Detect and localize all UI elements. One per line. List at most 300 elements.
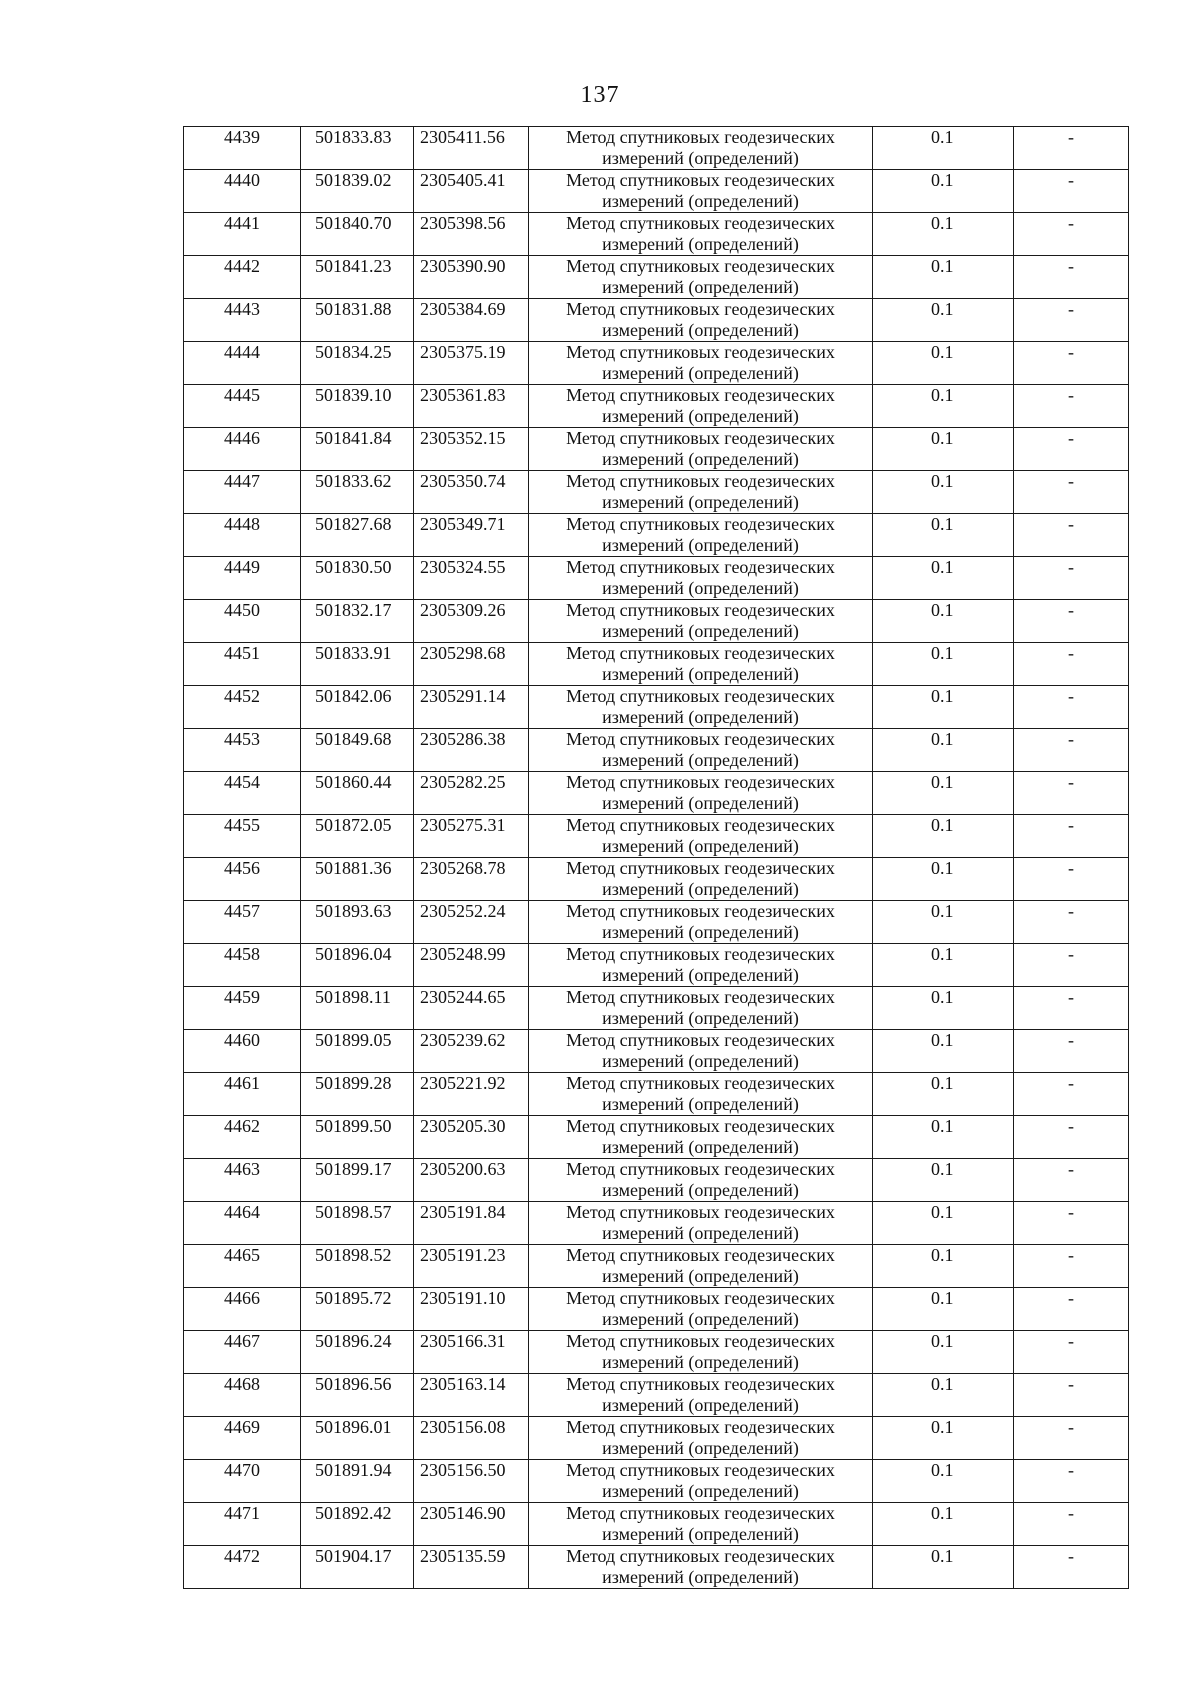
table-row	[184, 815, 1129, 858]
note-cell: -	[1014, 600, 1129, 643]
method-text-line-1: Метод спутниковых геодезических	[566, 1374, 835, 1394]
table-row	[184, 428, 1129, 471]
x-coordinate-cell: 501833.91	[301, 643, 414, 686]
method-cell	[529, 729, 873, 772]
method-text-line-2: измерений (определений)	[602, 707, 799, 727]
method-text-line-2: измерений (определений)	[602, 277, 799, 297]
y-coordinate-cell: 2305352.15	[414, 428, 529, 471]
note-cell: -	[1014, 1245, 1129, 1288]
table-row	[184, 858, 1129, 901]
method-text-line-2: измерений (определений)	[602, 793, 799, 813]
accuracy-cell: 0.1	[873, 256, 1014, 299]
y-coordinate-cell: 2305405.41	[414, 170, 529, 213]
method-text-line-1: Метод спутниковых геодезических	[566, 385, 835, 405]
point-number-cell: 4462	[184, 1116, 301, 1159]
table-row	[184, 772, 1129, 815]
accuracy-cell: 0.1	[873, 600, 1014, 643]
method-text-line-2: измерений (определений)	[602, 1438, 799, 1458]
note-cell: -	[1014, 1460, 1129, 1503]
method-text-line-1: Метод спутниковых геодезических	[566, 1460, 835, 1480]
accuracy-cell: 0.1	[873, 342, 1014, 385]
x-coordinate-cell: 501872.05	[301, 815, 414, 858]
note-cell: -	[1014, 1288, 1129, 1331]
y-coordinate-cell: 2305411.56	[414, 127, 529, 170]
y-coordinate-cell: 2305375.19	[414, 342, 529, 385]
point-number-cell: 4450	[184, 600, 301, 643]
x-coordinate-cell: 501898.11	[301, 987, 414, 1030]
x-coordinate-cell: 501896.04	[301, 944, 414, 987]
y-coordinate-cell: 2305200.63	[414, 1159, 529, 1202]
y-coordinate-cell: 2305248.99	[414, 944, 529, 987]
x-coordinate-cell: 501898.57	[301, 1202, 414, 1245]
point-number-cell: 4466	[184, 1288, 301, 1331]
accuracy-cell: 0.1	[873, 299, 1014, 342]
method-text-line-2: измерений (определений)	[602, 320, 799, 340]
note-cell: -	[1014, 987, 1129, 1030]
accuracy-cell: 0.1	[873, 729, 1014, 772]
table-row	[184, 1030, 1129, 1073]
table-row	[184, 1503, 1129, 1546]
method-cell	[529, 170, 873, 213]
y-coordinate-cell: 2305156.08	[414, 1417, 529, 1460]
point-number-cell: 4470	[184, 1460, 301, 1503]
table-row	[184, 127, 1129, 170]
accuracy-cell: 0.1	[873, 428, 1014, 471]
x-coordinate-cell: 501839.10	[301, 385, 414, 428]
method-text-line-1: Метод спутниковых геодезических	[566, 729, 835, 749]
accuracy-cell: 0.1	[873, 1245, 1014, 1288]
point-number-cell: 4459	[184, 987, 301, 1030]
y-coordinate-cell: 2305205.30	[414, 1116, 529, 1159]
table-row	[184, 1417, 1129, 1460]
method-cell	[529, 1159, 873, 1202]
x-coordinate-cell: 501827.68	[301, 514, 414, 557]
method-text-line-2: измерений (определений)	[602, 1137, 799, 1157]
accuracy-cell: 0.1	[873, 815, 1014, 858]
method-cell	[529, 256, 873, 299]
coordinates-table-body	[184, 127, 1129, 1589]
x-coordinate-cell: 501891.94	[301, 1460, 414, 1503]
method-text-line-1: Метод спутниковых геодезических	[566, 1030, 835, 1050]
y-coordinate-cell: 2305239.62	[414, 1030, 529, 1073]
note-cell: -	[1014, 385, 1129, 428]
note-cell: -	[1014, 299, 1129, 342]
y-coordinate-cell: 2305324.55	[414, 557, 529, 600]
method-text-line-1: Метод спутниковых геодезических	[566, 600, 835, 620]
method-text-line-1: Метод спутниковых геодезических	[566, 1245, 835, 1265]
x-coordinate-cell: 501860.44	[301, 772, 414, 815]
y-coordinate-cell: 2305166.31	[414, 1331, 529, 1374]
method-cell	[529, 901, 873, 944]
method-cell	[529, 858, 873, 901]
x-coordinate-cell: 501898.52	[301, 1245, 414, 1288]
note-cell: -	[1014, 643, 1129, 686]
method-text-line-2: измерений (определений)	[602, 1481, 799, 1501]
method-text-line-1: Метод спутниковых геодезических	[566, 1159, 835, 1179]
method-cell	[529, 1073, 873, 1116]
method-text-line-2: измерений (определений)	[602, 1352, 799, 1372]
point-number-cell: 4447	[184, 471, 301, 514]
method-text-line-1: Метод спутниковых геодезических	[566, 643, 835, 663]
method-text-line-1: Метод спутниковых геодезических	[566, 901, 835, 921]
method-text-line-2: измерений (определений)	[602, 879, 799, 899]
method-text-line-2: измерений (определений)	[602, 1008, 799, 1028]
method-cell	[529, 643, 873, 686]
point-number-cell: 4455	[184, 815, 301, 858]
method-cell	[529, 385, 873, 428]
note-cell: -	[1014, 471, 1129, 514]
note-cell: -	[1014, 428, 1129, 471]
table-row	[184, 1460, 1129, 1503]
method-text-line-2: измерений (определений)	[602, 664, 799, 684]
x-coordinate-cell: 501830.50	[301, 557, 414, 600]
table-row	[184, 1546, 1129, 1589]
method-cell	[529, 815, 873, 858]
x-coordinate-cell: 501899.50	[301, 1116, 414, 1159]
note-cell: -	[1014, 901, 1129, 944]
accuracy-cell: 0.1	[873, 471, 1014, 514]
x-coordinate-cell: 501842.06	[301, 686, 414, 729]
x-coordinate-cell: 501833.83	[301, 127, 414, 170]
method-text-line-1: Метод спутниковых геодезических	[566, 1503, 835, 1523]
method-cell	[529, 428, 873, 471]
method-text-line-2: измерений (определений)	[602, 1180, 799, 1200]
accuracy-cell: 0.1	[873, 557, 1014, 600]
point-number-cell: 4465	[184, 1245, 301, 1288]
point-number-cell: 4464	[184, 1202, 301, 1245]
method-text-line-2: измерений (определений)	[602, 922, 799, 942]
x-coordinate-cell: 501892.42	[301, 1503, 414, 1546]
y-coordinate-cell: 2305156.50	[414, 1460, 529, 1503]
point-number-cell: 4446	[184, 428, 301, 471]
method-cell	[529, 557, 873, 600]
table-row	[184, 213, 1129, 256]
x-coordinate-cell: 501841.23	[301, 256, 414, 299]
x-coordinate-cell: 501896.01	[301, 1417, 414, 1460]
table-row	[184, 1202, 1129, 1245]
accuracy-cell: 0.1	[873, 213, 1014, 256]
point-number-cell: 4439	[184, 127, 301, 170]
note-cell: -	[1014, 729, 1129, 772]
method-text-line-2: измерений (определений)	[602, 1395, 799, 1415]
y-coordinate-cell: 2305268.78	[414, 858, 529, 901]
method-text-line-2: измерений (определений)	[602, 1051, 799, 1071]
x-coordinate-cell: 501904.17	[301, 1546, 414, 1589]
point-number-cell: 4449	[184, 557, 301, 600]
note-cell: -	[1014, 557, 1129, 600]
page-number: 137	[580, 82, 620, 108]
point-number-cell: 4458	[184, 944, 301, 987]
table-row	[184, 944, 1129, 987]
method-text-line-2: измерений (определений)	[602, 621, 799, 641]
table-row	[184, 342, 1129, 385]
table-row	[184, 686, 1129, 729]
note-cell: -	[1014, 858, 1129, 901]
method-cell	[529, 1503, 873, 1546]
method-text-line-2: измерений (определений)	[602, 363, 799, 383]
method-cell	[529, 1331, 873, 1374]
method-text-line-2: измерений (определений)	[602, 1094, 799, 1114]
accuracy-cell: 0.1	[873, 944, 1014, 987]
method-text-line-1: Метод спутниковых геодезических	[566, 1546, 835, 1566]
y-coordinate-cell: 2305275.31	[414, 815, 529, 858]
note-cell: -	[1014, 944, 1129, 987]
point-number-cell: 4457	[184, 901, 301, 944]
x-coordinate-cell: 501840.70	[301, 213, 414, 256]
method-cell	[529, 1116, 873, 1159]
table-row	[184, 385, 1129, 428]
method-text-line-1: Метод спутниковых геодезических	[566, 342, 835, 362]
method-text-line-2: измерений (определений)	[602, 449, 799, 469]
method-text-line-1: Метод спутниковых геодезических	[566, 170, 835, 190]
accuracy-cell: 0.1	[873, 1030, 1014, 1073]
table-row	[184, 901, 1129, 944]
note-cell: -	[1014, 1374, 1129, 1417]
table-row	[184, 1245, 1129, 1288]
method-text-line-1: Метод спутниковых геодезических	[566, 1073, 835, 1093]
coordinates-table	[183, 126, 1129, 1589]
method-text-line-1: Метод спутниковых геодезических	[566, 1417, 835, 1437]
method-text-line-2: измерений (определений)	[602, 836, 799, 856]
y-coordinate-cell: 2305191.10	[414, 1288, 529, 1331]
point-number-cell: 4448	[184, 514, 301, 557]
method-cell	[529, 772, 873, 815]
method-text-line-1: Метод спутниковых геодезических	[566, 256, 835, 276]
accuracy-cell: 0.1	[873, 1417, 1014, 1460]
accuracy-cell: 0.1	[873, 1073, 1014, 1116]
accuracy-cell: 0.1	[873, 1288, 1014, 1331]
method-cell	[529, 213, 873, 256]
method-text-line-1: Метод спутниковых геодезических	[566, 127, 835, 147]
x-coordinate-cell: 501895.72	[301, 1288, 414, 1331]
point-number-cell: 4442	[184, 256, 301, 299]
table-row	[184, 1073, 1129, 1116]
accuracy-cell: 0.1	[873, 170, 1014, 213]
table-row	[184, 514, 1129, 557]
method-text-line-2: измерений (определений)	[602, 1223, 799, 1243]
method-text-line-2: измерений (определений)	[602, 578, 799, 598]
accuracy-cell: 0.1	[873, 772, 1014, 815]
y-coordinate-cell: 2305282.25	[414, 772, 529, 815]
note-cell: -	[1014, 514, 1129, 557]
table-row	[184, 1288, 1129, 1331]
x-coordinate-cell: 501849.68	[301, 729, 414, 772]
method-cell	[529, 944, 873, 987]
method-text-line-2: измерений (определений)	[602, 191, 799, 211]
x-coordinate-cell: 501832.17	[301, 600, 414, 643]
note-cell: -	[1014, 1116, 1129, 1159]
point-number-cell: 4468	[184, 1374, 301, 1417]
method-cell	[529, 1202, 873, 1245]
x-coordinate-cell: 501896.56	[301, 1374, 414, 1417]
note-cell: -	[1014, 1073, 1129, 1116]
table-row	[184, 729, 1129, 772]
method-cell	[529, 342, 873, 385]
method-text-line-2: измерений (определений)	[602, 492, 799, 512]
y-coordinate-cell: 2305349.71	[414, 514, 529, 557]
x-coordinate-cell: 501834.25	[301, 342, 414, 385]
method-text-line-2: измерений (определений)	[602, 148, 799, 168]
method-text-line-2: измерений (определений)	[602, 535, 799, 555]
point-number-cell: 4454	[184, 772, 301, 815]
accuracy-cell: 0.1	[873, 1331, 1014, 1374]
y-coordinate-cell: 2305244.65	[414, 987, 529, 1030]
method-cell	[529, 686, 873, 729]
method-text-line-1: Метод спутниковых геодезических	[566, 944, 835, 964]
method-text-line-2: измерений (определений)	[602, 1266, 799, 1286]
method-text-line-1: Метод спутниковых геодезических	[566, 772, 835, 792]
point-number-cell: 4443	[184, 299, 301, 342]
accuracy-cell: 0.1	[873, 858, 1014, 901]
table-row	[184, 1331, 1129, 1374]
method-text-line-1: Метод спутниковых геодезических	[566, 815, 835, 835]
y-coordinate-cell: 2305146.90	[414, 1503, 529, 1546]
note-cell: -	[1014, 1159, 1129, 1202]
point-number-cell: 4460	[184, 1030, 301, 1073]
x-coordinate-cell: 501881.36	[301, 858, 414, 901]
accuracy-cell: 0.1	[873, 1202, 1014, 1245]
accuracy-cell: 0.1	[873, 686, 1014, 729]
y-coordinate-cell: 2305390.90	[414, 256, 529, 299]
method-text-line-1: Метод спутниковых геодезических	[566, 686, 835, 706]
accuracy-cell: 0.1	[873, 385, 1014, 428]
note-cell: -	[1014, 127, 1129, 170]
table-row	[184, 1159, 1129, 1202]
method-text-line-2: измерений (определений)	[602, 234, 799, 254]
point-number-cell: 4469	[184, 1417, 301, 1460]
method-text-line-1: Метод спутниковых геодезических	[566, 1331, 835, 1351]
table-row	[184, 1374, 1129, 1417]
table-row	[184, 987, 1129, 1030]
point-number-cell: 4453	[184, 729, 301, 772]
method-text-line-1: Метод спутниковых геодезических	[566, 213, 835, 233]
method-cell	[529, 1460, 873, 1503]
y-coordinate-cell: 2305191.23	[414, 1245, 529, 1288]
note-cell: -	[1014, 686, 1129, 729]
x-coordinate-cell: 501839.02	[301, 170, 414, 213]
point-number-cell: 4472	[184, 1546, 301, 1589]
table-row	[184, 643, 1129, 686]
y-coordinate-cell: 2305135.59	[414, 1546, 529, 1589]
method-text-line-1: Метод спутниковых геодезических	[566, 428, 835, 448]
note-cell: -	[1014, 1546, 1129, 1589]
note-cell: -	[1014, 256, 1129, 299]
method-cell	[529, 1245, 873, 1288]
accuracy-cell: 0.1	[873, 127, 1014, 170]
accuracy-cell: 0.1	[873, 1159, 1014, 1202]
method-text-line-1: Метод спутниковых геодезических	[566, 557, 835, 577]
table-row	[184, 299, 1129, 342]
method-text-line-1: Метод спутниковых геодезических	[566, 1202, 835, 1222]
method-text-line-1: Метод спутниковых геодезических	[566, 858, 835, 878]
method-text-line-2: измерений (определений)	[602, 406, 799, 426]
accuracy-cell: 0.1	[873, 901, 1014, 944]
note-cell: -	[1014, 342, 1129, 385]
method-cell	[529, 471, 873, 514]
y-coordinate-cell: 2305286.38	[414, 729, 529, 772]
note-cell: -	[1014, 815, 1129, 858]
y-coordinate-cell: 2305191.84	[414, 1202, 529, 1245]
point-number-cell: 4467	[184, 1331, 301, 1374]
y-coordinate-cell: 2305361.83	[414, 385, 529, 428]
note-cell: -	[1014, 1417, 1129, 1460]
method-text-line-2: измерений (определений)	[602, 750, 799, 770]
method-cell	[529, 600, 873, 643]
point-number-cell: 4441	[184, 213, 301, 256]
x-coordinate-cell: 501833.62	[301, 471, 414, 514]
method-cell	[529, 1546, 873, 1589]
y-coordinate-cell: 2305298.68	[414, 643, 529, 686]
method-text-line-2: измерений (определений)	[602, 965, 799, 985]
y-coordinate-cell: 2305252.24	[414, 901, 529, 944]
method-cell	[529, 1417, 873, 1460]
note-cell: -	[1014, 1030, 1129, 1073]
method-cell	[529, 1288, 873, 1331]
method-text-line-2: измерений (определений)	[602, 1524, 799, 1544]
method-text-line-1: Метод спутниковых геодезических	[566, 299, 835, 319]
accuracy-cell: 0.1	[873, 1116, 1014, 1159]
x-coordinate-cell: 501899.05	[301, 1030, 414, 1073]
x-coordinate-cell: 501896.24	[301, 1331, 414, 1374]
method-text-line-1: Метод спутниковых геодезических	[566, 987, 835, 1007]
method-text-line-1: Метод спутниковых геодезических	[566, 471, 835, 491]
x-coordinate-cell: 501893.63	[301, 901, 414, 944]
accuracy-cell: 0.1	[873, 514, 1014, 557]
method-text-line-1: Метод спутниковых геодезических	[566, 1288, 835, 1308]
note-cell: -	[1014, 1202, 1129, 1245]
accuracy-cell: 0.1	[873, 1546, 1014, 1589]
method-text-line-2: измерений (определений)	[602, 1309, 799, 1329]
point-number-cell: 4463	[184, 1159, 301, 1202]
method-cell	[529, 1374, 873, 1417]
point-number-cell: 4456	[184, 858, 301, 901]
point-number-cell: 4444	[184, 342, 301, 385]
point-number-cell: 4451	[184, 643, 301, 686]
method-text-line-2: измерений (определений)	[602, 1567, 799, 1587]
point-number-cell: 4445	[184, 385, 301, 428]
point-number-cell: 4440	[184, 170, 301, 213]
point-number-cell: 4471	[184, 1503, 301, 1546]
method-cell	[529, 127, 873, 170]
y-coordinate-cell: 2305309.26	[414, 600, 529, 643]
table-row	[184, 256, 1129, 299]
accuracy-cell: 0.1	[873, 1503, 1014, 1546]
method-text-line-1: Метод спутниковых геодезических	[566, 1116, 835, 1136]
y-coordinate-cell: 2305291.14	[414, 686, 529, 729]
table-row	[184, 557, 1129, 600]
accuracy-cell: 0.1	[873, 1460, 1014, 1503]
y-coordinate-cell: 2305398.56	[414, 213, 529, 256]
accuracy-cell: 0.1	[873, 987, 1014, 1030]
x-coordinate-cell: 501831.88	[301, 299, 414, 342]
x-coordinate-cell: 501841.84	[301, 428, 414, 471]
note-cell: -	[1014, 1503, 1129, 1546]
y-coordinate-cell: 2305163.14	[414, 1374, 529, 1417]
method-cell	[529, 299, 873, 342]
note-cell: -	[1014, 1331, 1129, 1374]
y-coordinate-cell: 2305350.74	[414, 471, 529, 514]
x-coordinate-cell: 501899.17	[301, 1159, 414, 1202]
point-number-cell: 4452	[184, 686, 301, 729]
accuracy-cell: 0.1	[873, 1374, 1014, 1417]
method-text-line-1: Метод спутниковых геодезических	[566, 514, 835, 534]
table-row	[184, 600, 1129, 643]
y-coordinate-cell: 2305221.92	[414, 1073, 529, 1116]
note-cell: -	[1014, 213, 1129, 256]
note-cell: -	[1014, 170, 1129, 213]
point-number-cell: 4461	[184, 1073, 301, 1116]
x-coordinate-cell: 501899.28	[301, 1073, 414, 1116]
